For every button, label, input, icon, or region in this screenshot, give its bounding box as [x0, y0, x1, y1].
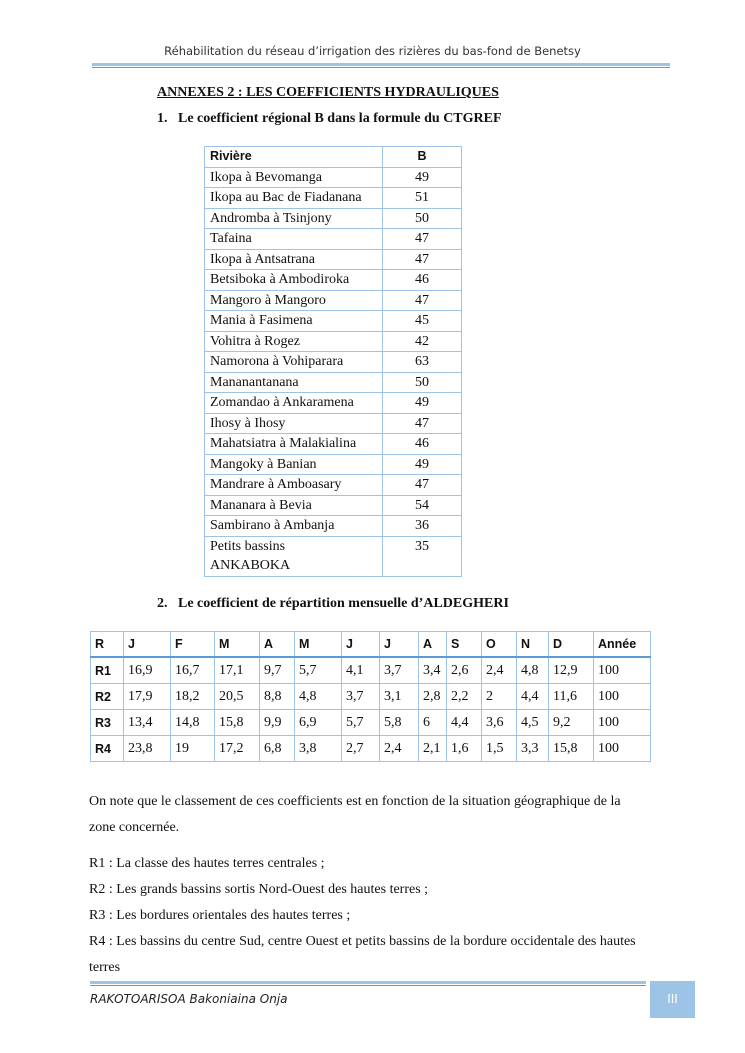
region-definition: R3 : Les bordures orientales des hautes terres ;: [89, 908, 351, 923]
page-number: III: [650, 981, 695, 1018]
river-cell: [205, 536, 383, 576]
column-header: D: [549, 632, 594, 658]
table-row: [205, 188, 462, 209]
river-cell: Mangoro à Mangoro: [205, 290, 383, 311]
table-row: [205, 208, 462, 229]
b-cell: 54: [383, 495, 462, 516]
header-river: Rivière: [205, 147, 383, 168]
table-row: [91, 657, 651, 684]
table-row: [205, 413, 462, 434]
coefficient-cell: 2,4: [380, 736, 419, 762]
coefficient-cell: 3,3: [517, 736, 549, 762]
table-row: [205, 311, 462, 332]
b-cell: 36: [383, 516, 462, 537]
section-1-title: Le coefficient régional B dans la formule du CTGREF: [178, 111, 502, 126]
monthly-distribution-rows: [91, 657, 651, 762]
river-cell: Ikopa à Bevomanga: [205, 167, 383, 188]
coefficient-cell: 17,2: [215, 736, 260, 762]
river-cell: Vohitra à Rogez: [205, 331, 383, 352]
b-cell: 45: [383, 311, 462, 332]
b-cell: 49: [383, 393, 462, 414]
river-cell: Ikopa au Bac de Fiadanana: [205, 188, 383, 209]
coefficient-cell: 2,1: [419, 736, 447, 762]
b-cell: 51: [383, 188, 462, 209]
table-row: [205, 331, 462, 352]
table-row: [205, 516, 462, 537]
river-cell: Mananantanana: [205, 372, 383, 393]
b-cell: 47: [383, 249, 462, 270]
region-label-cell: R3: [91, 710, 124, 736]
coefficient-cell: 8,8: [260, 684, 295, 710]
coefficient-cell: 3,6: [482, 710, 517, 736]
table-row: [205, 434, 462, 455]
b-cell: 47: [383, 229, 462, 250]
table-row: [205, 249, 462, 270]
footer-author: RAKOTOARISOA Bakoniaina Onja: [90, 992, 288, 1006]
column-header: J: [124, 632, 171, 658]
river-cell: Tafaina: [205, 229, 383, 250]
coefficient-cell: 4,8: [517, 657, 549, 684]
footer-rule: [90, 981, 646, 984]
coefficient-cell: 2: [482, 684, 517, 710]
river-cell: Sambirano à Ambanja: [205, 516, 383, 537]
table-row: [205, 454, 462, 475]
b-cell: 42: [383, 331, 462, 352]
region-definitions: [89, 851, 649, 981]
coefficient-cell: 5,7: [342, 710, 380, 736]
table-header-row: [91, 632, 651, 658]
column-header: O: [482, 632, 517, 658]
section-1-number: 1.: [157, 111, 168, 126]
river-cell: Ihosy à Ihosy: [205, 413, 383, 434]
coefficient-cell: 13,4: [124, 710, 171, 736]
section-2-title: Le coefficient de répartition mensuelle d’ALDEGHERI: [178, 596, 509, 611]
coefficient-cell: 17,9: [124, 684, 171, 710]
regional-coefficient-rows: [205, 167, 462, 576]
river-cell: Namorona à Vohiparara: [205, 352, 383, 373]
coefficient-cell: 6: [419, 710, 447, 736]
coefficient-cell: 1,6: [447, 736, 482, 762]
b-cell: 49: [383, 167, 462, 188]
column-header: M: [295, 632, 342, 658]
river-line-2: ANKABOKA: [210, 558, 291, 573]
column-header: M: [215, 632, 260, 658]
b-cell: 47: [383, 413, 462, 434]
b-cell: 50: [383, 372, 462, 393]
header-rule: [92, 63, 670, 66]
coefficient-cell: 2,4: [482, 657, 517, 684]
coefficient-cell: 100: [594, 657, 651, 684]
coefficient-cell: 9,2: [549, 710, 594, 736]
column-header: A: [419, 632, 447, 658]
coefficient-cell: 4,8: [295, 684, 342, 710]
table-row: [205, 352, 462, 373]
coefficient-cell: 100: [594, 736, 651, 762]
column-header: F: [171, 632, 215, 658]
column-header: N: [517, 632, 549, 658]
classification-note: On note que le classement de ces coefficients est en fonction de la situation géographique de la zone concernée.: [89, 794, 621, 835]
coefficient-cell: 3,7: [342, 684, 380, 710]
coefficient-cell: 3,4: [419, 657, 447, 684]
monthly-distribution-table: [90, 631, 651, 762]
region-label-cell: R2: [91, 684, 124, 710]
table-row: [205, 372, 462, 393]
coefficient-cell: 3,1: [380, 684, 419, 710]
table-row: [205, 495, 462, 516]
column-header: Année: [594, 632, 651, 658]
column-header: J: [380, 632, 419, 658]
coefficient-cell: 9,7: [260, 657, 295, 684]
coefficient-cell: 2,6: [447, 657, 482, 684]
coefficient-cell: 100: [594, 684, 651, 710]
table-row: [205, 229, 462, 250]
column-header: R: [91, 632, 124, 658]
section-2-heading: [157, 596, 509, 612]
coefficient-cell: 17,1: [215, 657, 260, 684]
river-cell: Mangoky à Banian: [205, 454, 383, 475]
river-cell: Betsiboka à Ambodiroka: [205, 270, 383, 291]
river-cell: Mania à Fasimena: [205, 311, 383, 332]
header-rule-thin: [92, 67, 670, 68]
coefficient-cell: 4,4: [447, 710, 482, 736]
region-definition: R2 : Les grands bassins sortis Nord-Ouest des hautes terres ;: [89, 882, 429, 897]
column-header: A: [260, 632, 295, 658]
coefficient-cell: 14,8: [171, 710, 215, 736]
coefficient-cell: 12,9: [549, 657, 594, 684]
coefficient-cell: 5,8: [380, 710, 419, 736]
river-cell: Zomandao à Ankaramena: [205, 393, 383, 414]
coefficient-cell: 6,8: [260, 736, 295, 762]
table-row: [205, 167, 462, 188]
b-cell: 35: [383, 536, 462, 576]
river-line-1: Petits bassins: [210, 538, 286, 554]
b-cell: 50: [383, 208, 462, 229]
b-cell: 49: [383, 454, 462, 475]
coefficient-cell: 3,8: [295, 736, 342, 762]
b-cell: 46: [383, 434, 462, 455]
coefficient-cell: 20,5: [215, 684, 260, 710]
annex-title: ANNEXES 2 : LES COEFFICIENTS HYDRAULIQUES: [157, 85, 499, 100]
footer-rule-thin: [90, 985, 646, 986]
coefficient-cell: 9,9: [260, 710, 295, 736]
coefficient-cell: 2,2: [447, 684, 482, 710]
coefficient-cell: 3,7: [380, 657, 419, 684]
river-cell: Mahatsiatra à Malakialina: [205, 434, 383, 455]
b-cell: 46: [383, 270, 462, 291]
table-header-row: [205, 147, 462, 168]
coefficient-cell: 16,9: [124, 657, 171, 684]
coefficient-cell: 11,6: [549, 684, 594, 710]
region-label-cell: R4: [91, 736, 124, 762]
coefficient-cell: 5,7: [295, 657, 342, 684]
region-label-cell: R1: [91, 657, 124, 684]
coefficient-cell: 4,5: [517, 710, 549, 736]
coefficient-cell: 100: [594, 710, 651, 736]
coefficient-cell: 16,7: [171, 657, 215, 684]
header-b: B: [383, 147, 462, 168]
river-cell: Ikopa à Antsatrana: [205, 249, 383, 270]
page-header-title: Réhabilitation du réseau d’irrigation des rizières du bas-fond de Benetsy: [164, 44, 581, 58]
coefficient-cell: 2,7: [342, 736, 380, 762]
coefficient-cell: 15,8: [549, 736, 594, 762]
table-row: [205, 536, 462, 576]
b-cell: 47: [383, 475, 462, 496]
coefficient-cell: 23,8: [124, 736, 171, 762]
coefficient-cell: 18,2: [171, 684, 215, 710]
table-row: [91, 736, 651, 762]
coefficient-cell: 4,1: [342, 657, 380, 684]
river-cell: Andromba à Tsinjony: [205, 208, 383, 229]
river-cell: Mandrare à Amboasary: [205, 475, 383, 496]
b-cell: 47: [383, 290, 462, 311]
section-2-number: 2.: [157, 596, 168, 611]
coefficient-cell: 2,8: [419, 684, 447, 710]
b-cell: 63: [383, 352, 462, 373]
region-definition: R4 : Les bassins du centre Sud, centre Ouest et petits bassins de la bordure occidentale des hautes terres: [89, 934, 636, 975]
table-row: [205, 475, 462, 496]
coefficient-cell: 15,8: [215, 710, 260, 736]
column-header: S: [447, 632, 482, 658]
coefficient-cell: 4,4: [517, 684, 549, 710]
regional-coefficient-table: [204, 146, 462, 577]
table-row: [205, 290, 462, 311]
coefficient-cell: 6,9: [295, 710, 342, 736]
table-row: [91, 710, 651, 736]
table-row: [205, 270, 462, 291]
coefficient-cell: 1,5: [482, 736, 517, 762]
table-row: [91, 684, 651, 710]
section-1-heading: [157, 111, 502, 127]
coefficient-cell: 19: [171, 736, 215, 762]
river-cell: Mananara à Bevia: [205, 495, 383, 516]
region-definition: R1 : La classe des hautes terres centrales ;: [89, 856, 325, 871]
column-header: J: [342, 632, 380, 658]
table-row: [205, 393, 462, 414]
